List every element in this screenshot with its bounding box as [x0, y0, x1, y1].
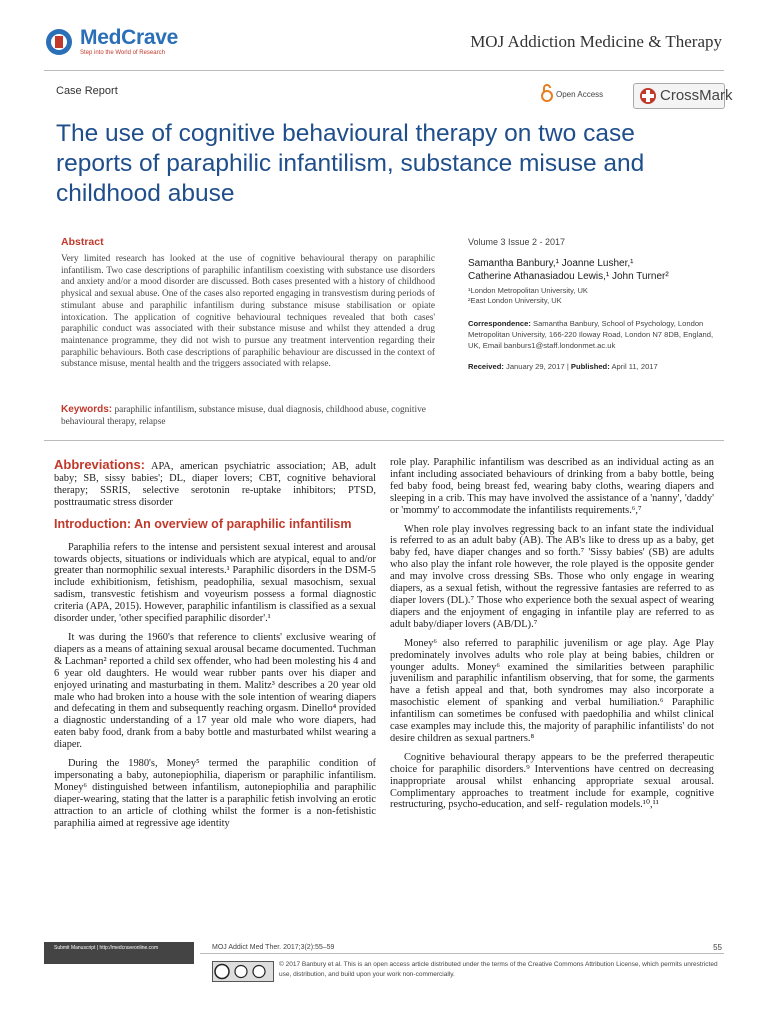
open-access-label[interactable]: Open Access [556, 90, 604, 99]
paragraph: It was during the 1960's that reference to clients' exclusive wearing of diapers as a means of attaining sexual arousal became documented. Tuchman & Lachman² reported a child sex offender, who had been molesting his 4 and 6 year old daughters. He would wear rubber pants over his diaper and enjoyed urinating and masturbating in them. Malitz³ describes a 20 year old male who had broken into a house with the sole intention of wearing diapers and defecating in them and subsequently reaching orgasm. Dinello⁴ provided a diagnostic understanding of a 17 year old male who wore diapers, had eaten baby food, drank from a baby bottle and masturbated whilst wearing a diaper. [54, 631, 376, 751]
published-date: April 11, 2017 [611, 362, 658, 371]
received-label: Received: [468, 362, 504, 371]
abstract-text: Very limited research has looked at the use of cognitive behavioural therapy on paraphilic infantilism. Two case descriptions of paraphilic infantilism coexisting with substance use disorders and anxiety and/or a mood disorder are discussed. Both cases presented with a history of childhood physical and sexual abuse. One of the cases also reported engaging in transvestism during periods of stimulant abuse and paraphilic infantilism during substance misuse stabilisation or opiate intoxication. The application of cognitive behavioural techniques revealed that both cases' paraphilic conduct was associated with their substance misuse and whilst they attended a drug maintenance programme, they did not wish to pursue any treatment intervention regarding their paraphilic behaviours. Both case descriptions of paraphilic behaviour are discussed in the context of substance misuse, mental health and the triggers associated with relapse. [61, 254, 435, 370]
crossmark-label: CrossMark [660, 87, 733, 104]
abbreviations-heading: Abbreviations: [54, 457, 146, 472]
cc-license-icon [212, 961, 274, 982]
paragraph: Paraphilia refers to the intense and persistent sexual interest and arousal towards objects, situations or individuals which are atypical, equal to and/or greater than normophilic sexual interests.¹ Paraphilic disorders in the DSM-5 include exhibitionism, fetishism, peadophilia, sexual masochism, sexual sadism, transvestic fetishism and voyeurism possess a formal diagnostic criteria (APA, 2015). However, paraphilic infantilism is classified as a sexual disorder under, 'other specified paraphilic disorder'.¹ [54, 541, 376, 625]
paragraph: During the 1980's, Money⁵ termed the paraphilic condition of impersonating a baby, autonepiophilia, diaperism or paraphilic infantilism. Money⁶ distinguished between infantilism, autonepiophilia and paraphilic diaper-wearing, stating that the latter is a paraphilic fetish involving an erotic attraction to an article of clothing whilst the former is a non-fetishistic paraphilia aimed at regressive age identity [54, 758, 376, 829]
abbreviations [54, 459, 376, 509]
paragraph: Money⁶ also referred to paraphilic juvenilism or age play. Age Play predominately involves adults who role play at being babies, children or younger adults. Money⁶ examined the similarities between paraphilic juvenilism and paraphilic infantilism observing, that for some, the garments have a fetish appeal and that, both syndromes may also incorporate a masochistic element of spanking and verbal humiliation.⁶ Paraphilic infantilism can sometimes be confused with paedophilia and whilst clinical case examples may include this, the majority of paraphilic infantilists' do not desire children as sexual partners.⁸ [390, 637, 714, 744]
keywords-label: Keywords: [61, 404, 113, 415]
medcrave-logo-icon [44, 27, 76, 57]
article-title: The use of cognitive behavioural therapy on two case reports of paraphilic infantilism, substance misuse and childhood abuse [56, 120, 645, 207]
authors-line-2: Catherine Athanasiadou Lewis,¹ John Turner² [468, 270, 669, 282]
journal-name: MOJ Addiction Medicine & Therapy [470, 32, 722, 51]
open-access-icon [541, 84, 553, 102]
keywords-text: paraphilic infantilism, substance misuse, dual diagnosis, childhood abuse, cognitive behavioural therapy, relapse [61, 405, 426, 427]
affiliation-1: ¹London Metropolitan University, UK [468, 286, 588, 295]
correspondence-text: Samantha Banbury, School of Psychology, London Metropolitan University, 166-220 Iloway Road, London N7 8DB, England, UK, Email banburs1@staff.londonmet.ac.uk [468, 319, 714, 350]
footer-divider [200, 953, 724, 954]
brand-tagline: Step into the World of Research [80, 50, 165, 56]
received-date: January 29, 2017 [506, 362, 565, 371]
cc-by-nc-icon [213, 962, 273, 981]
submit-manuscript-link[interactable]: Submit Manuscript | http://medcraveonline.com [54, 945, 159, 951]
submit-manuscript-bar[interactable] [44, 942, 194, 964]
header-divider [44, 70, 724, 71]
affiliation-2: ²East London University, UK [468, 296, 562, 305]
paragraph: Cognitive behavioural therapy appears to be the preferred therapeutic choice for paraphilic disorders.⁹ Interventions have centred on decreasing inappropriate arousal whilst enhancing appropriate sexual arousal. Complimentary approaches to treatment include for example, cognitive restructuring, psycho-education, and self- regulation models.¹⁰,¹¹ [390, 751, 714, 811]
correspondence [468, 318, 720, 351]
paragraph: role play. Paraphilic infantilism was described as an individual acting as an infant including associated behaviours of drinking from a baby bottle, being fed baby food, being breast fed, wearing baby cloths, wearing diapers and sleeping in a crib. This may have involved the assistance of a 'nanny', 'daddy' or 'mommy' to accommodate the infantilists requirements.⁶,⁷ [390, 457, 714, 516]
intro-heading: Introduction: An overview of paraphilic infantilism [54, 516, 352, 531]
volume-issue: Volume 3 Issue 2 - 2017 [468, 237, 566, 247]
published-label: Published: [570, 362, 610, 371]
body-left-column [54, 459, 376, 836]
dates: Received: January 29, 2017 | Published: April 11, 2017 [468, 362, 658, 371]
affiliations [468, 286, 588, 306]
section-divider [44, 440, 724, 441]
abbreviations-text: APA, american psychiatric association; AB, adult baby; SB, sissy babies'; DL, diaper lovers; CBT, cognitive behavioral therapy; SSRIS, selective serotonin re-uptake inhibitors; PTSD, posttraumatic stress disorder [54, 461, 376, 508]
citation: MOJ Addict Med Ther. 2017;3(2):55‒59 [212, 944, 335, 951]
article-type: Case Report [56, 85, 118, 97]
authors-line-1: Samantha Banbury,¹ Joanne Lusher,¹ [468, 258, 634, 269]
crossmark-button[interactable] [633, 83, 733, 109]
license-text: © 2017 Banbury et al. This is an open access article distributed under the terms of the Creative Commons Attribution License, which permits unrestricted use, distribution, and build upon your work non-commercially. [279, 961, 718, 978]
brand-name: MedCrave [80, 26, 178, 49]
authors [468, 258, 718, 283]
keywords [61, 404, 435, 428]
page-number: 55 [713, 943, 722, 952]
crossmark-icon [639, 87, 657, 105]
paragraph: When role play involves regressing back to an infant state the individual is referred to as an adult baby (AB). The AB's like to dress up as a baby, get baby fed, have diaper changes and so forth.⁷ 'Sissy babies' (SB) are adults who also play the infant role however, the role played is the opposite gender and may involve cross dressing SBs. Those who only engage in wearing diapers, as a sexual fetish, without the regressive fantasies are referred to as diaper lovers (DL).⁷ Those who experience both the sexual aspect of wearing diapers and the enjoyment of engaging in infantile play are referred to as adult baby/diaper lovers (AB/DL).⁷ [390, 523, 714, 630]
body-right-column [390, 457, 714, 818]
abstract-heading: Abstract [61, 236, 104, 248]
correspondence-label: Correspondence: [468, 319, 531, 328]
